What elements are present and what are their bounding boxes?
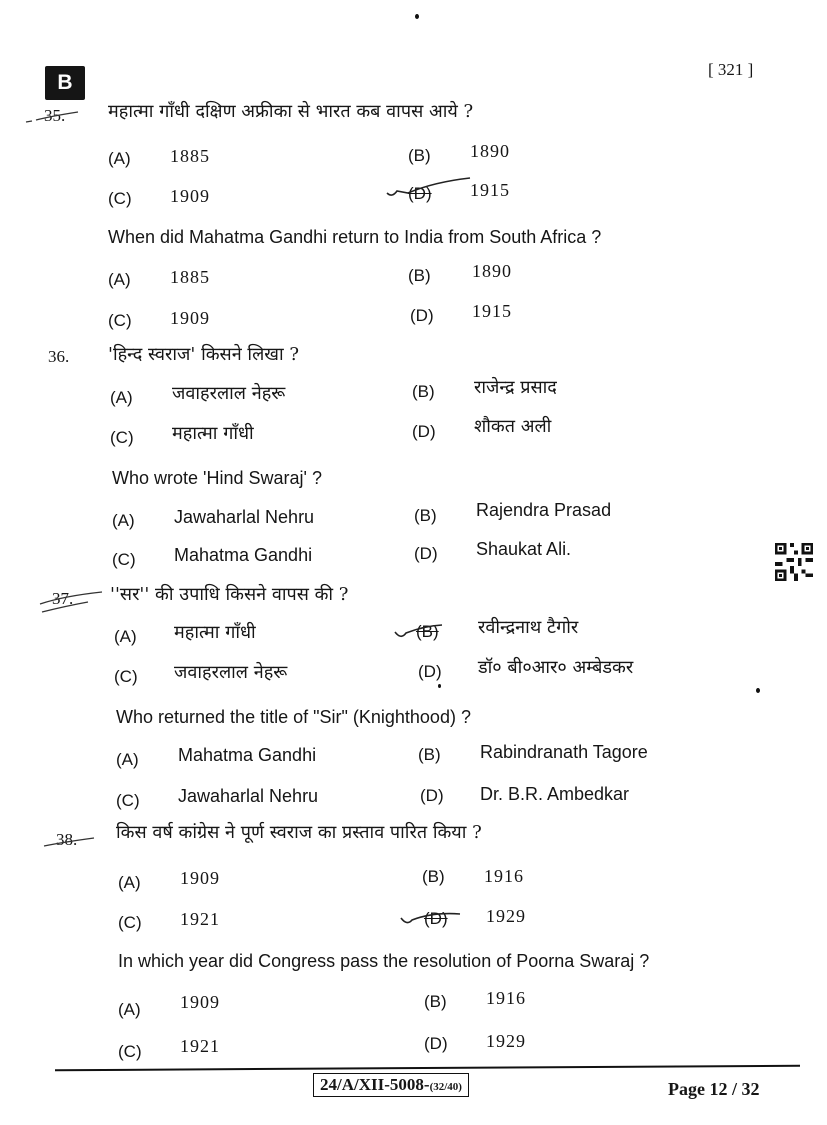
option-value: Shaukat Ali.	[476, 539, 572, 559]
option-letter-marked: (B)	[416, 622, 439, 641]
option-value: Rajendra Prasad	[476, 500, 612, 520]
question-text-english: When did Mahatma Gandhi return to India from South Africa ?	[108, 227, 602, 247]
option-value: शौकत अली	[474, 416, 552, 437]
option-letter: (C)	[118, 913, 142, 932]
option-letter: (B)	[414, 506, 437, 525]
answer-tick-mark-icon	[398, 906, 478, 930]
option-letter: (C)	[108, 311, 132, 330]
option-value: महात्मा गाँधी	[174, 622, 256, 643]
question-text-hindi: महात्मा गाँधी दक्षिण अफ्रीका से भारत कब वापस आये ?	[108, 101, 474, 122]
paper-code: 24/A/XII-5008-(32/40)	[313, 1073, 469, 1097]
option-value: Mahatma Gandhi	[178, 745, 317, 765]
option-value: 1929	[486, 1031, 526, 1051]
option-letter: (A)	[110, 388, 133, 407]
option-letter: (D)	[414, 544, 438, 563]
option-value: 1890	[470, 141, 510, 161]
option-letter: (B)	[424, 992, 447, 1011]
option-value: जवाहरलाल नेहरू	[172, 383, 286, 404]
option-value: Dr. B.R. Ambedkar	[480, 784, 630, 804]
option-letter: (A)	[112, 511, 135, 530]
option-letter: (B)	[408, 266, 431, 285]
option-letter: (B)	[422, 867, 445, 886]
option-letter: (A)	[108, 149, 131, 168]
option-value: डॉ० बी०आर० अम्बेडकर	[478, 657, 634, 678]
pen-scribble-icon	[36, 586, 106, 616]
option-value: Mahatma Gandhi	[174, 545, 313, 565]
footer-rule	[55, 1065, 800, 1072]
question-text-hindi: किस वर्ष कांग्रेस ने पूर्ण स्वराज का प्रस्ताव पारित किया ?	[116, 822, 482, 843]
question-text-english: In which year did Congress pass the resolution of Poorna Swaraj ?	[118, 951, 650, 971]
option-value: Jawaharlal Nehru	[174, 507, 315, 527]
option-letter-marked: (D)	[424, 909, 448, 928]
pen-scribble-icon	[22, 102, 82, 126]
option-letter: (B)	[418, 745, 441, 764]
option-value: 1921	[180, 1036, 220, 1056]
option-letter-marked: (D)	[408, 184, 432, 203]
option-letter: (C)	[112, 550, 136, 569]
option-value: Jawaharlal Nehru	[178, 786, 319, 806]
answer-tick-mark-icon	[384, 176, 474, 202]
option-value: 1909	[180, 868, 220, 888]
pen-scribble-icon	[40, 828, 100, 852]
option-letter: (C)	[110, 428, 134, 447]
option-value: राजेन्द्र प्रसाद	[474, 377, 557, 398]
option-value: 1915	[472, 301, 512, 321]
option-value: 1915	[470, 180, 510, 200]
option-letter: (C)	[118, 1042, 142, 1061]
option-letter: (D)	[424, 1034, 448, 1053]
question-text-hindi: ''सर'' की उपाधि किसने वापस की ?	[110, 584, 349, 605]
qr-code-icon	[775, 543, 813, 581]
option-letter: (D)	[420, 786, 444, 805]
option-letter: (A)	[118, 873, 141, 892]
option-value: 1929	[486, 906, 526, 926]
paper-code-suffix: (32/40)	[429, 1081, 462, 1093]
scan-dot	[438, 684, 441, 688]
option-value: 1916	[486, 988, 526, 1008]
option-letter: (A)	[108, 270, 131, 289]
option-letter: (C)	[116, 791, 140, 810]
option-value: 1890	[472, 261, 512, 281]
option-letter: (D)	[412, 422, 436, 441]
option-letter: (A)	[118, 1000, 141, 1019]
option-letter: (A)	[116, 750, 139, 769]
option-value: जवाहरलाल नेहरू	[174, 662, 288, 683]
option-value: रवीन्द्रनाथ टैगोर	[478, 617, 579, 638]
page-marker: [ 321 ]	[708, 60, 754, 79]
question-number: 38.	[56, 830, 78, 849]
option-letter: (A)	[114, 627, 137, 646]
question-text-hindi: 'हिन्द स्वराज' किसने लिखा ?	[108, 344, 300, 365]
question-number: 37.	[52, 589, 74, 608]
option-value: 1909	[180, 992, 220, 1012]
option-value: 1885	[170, 146, 210, 166]
question-number: 36.	[48, 347, 70, 366]
set-badge: B	[45, 66, 85, 100]
option-letter: (D)	[410, 306, 434, 325]
option-value: 1909	[170, 186, 210, 206]
option-letter: (C)	[114, 667, 138, 686]
page-number: Page 12 / 32	[668, 1079, 760, 1099]
scan-dot	[756, 688, 760, 693]
option-letter: (B)	[408, 146, 431, 165]
option-value: 1921	[180, 909, 220, 929]
question-text-english: Who wrote 'Hind Swaraj' ?	[112, 468, 322, 488]
option-letter: (D)	[418, 662, 442, 681]
option-value: 1885	[170, 267, 210, 287]
option-letter: (C)	[108, 189, 132, 208]
option-value: महात्मा गाँधी	[172, 423, 254, 444]
scan-dot	[415, 14, 419, 19]
answer-tick-mark-icon	[392, 620, 452, 644]
option-value: 1916	[484, 866, 524, 886]
question-number: 35.	[44, 106, 66, 125]
option-value: Rabindranath Tagore	[480, 742, 648, 762]
question-text-english: Who returned the title of "Sir" (Knighthood) ?	[116, 707, 471, 727]
option-value: 1909	[170, 308, 210, 328]
option-letter: (B)	[412, 382, 435, 401]
